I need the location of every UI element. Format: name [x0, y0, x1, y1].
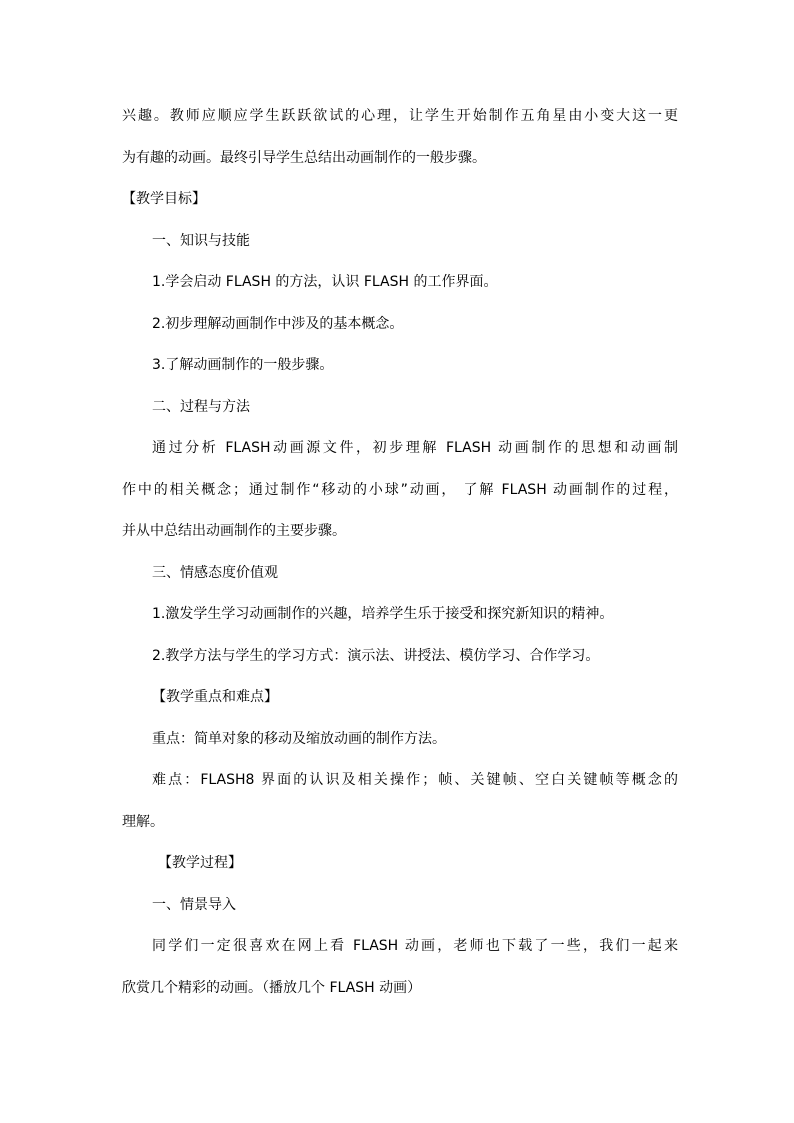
list-item: 3.了解动画制作的一般步骤。 [152, 357, 334, 373]
paragraph-line: 作中的相关概念；通过制作“移动的小球”动画， 了解 FLASH 动画制作的过程， [122, 482, 678, 498]
paragraph-line: 欣赏几个精彩的动画。（播放几个 FLASH 动画） [122, 980, 422, 996]
paragraph-line: 兴趣。教师应顺应学生跃跃欲试的心理，让学生开始制作五角星由小变大这一更 [122, 108, 678, 124]
section-heading: 【教学重点和难点】 [152, 689, 278, 705]
paragraph-line: 难点：FLASH8 界面的认识及相关操作；帧、关键帧、空白关键帧等概念的 [152, 772, 678, 788]
section-heading: 【教学过程】 [158, 855, 242, 871]
paragraph-line: 并从中总结出动画制作的主要步骤。 [122, 523, 346, 539]
paragraph-line: 重点：简单对象的移动及缩放动画的制作方法。 [152, 731, 446, 747]
paragraph-line: 同学们一定很喜欢在网上看 FLASH 动画，老师也下载了一些，我们一起来 [152, 938, 678, 954]
subsection-heading: 三、情感态度价值观 [152, 565, 278, 581]
paragraph-line: 通过分析 FLASH动画源文件，初步理解 FLASH 动画制作的思想和动画制 [152, 440, 678, 456]
list-item: 1.学会启动 FLASH 的方法，认识 FLASH 的工作界面。 [152, 274, 498, 290]
list-item: 1.激发学生学习动画制作的兴趣，培养学生乐于接受和探究新知识的精神。 [152, 606, 614, 622]
list-item: 2.教学方法与学生的学习方式：演示法、讲授法、模仿学习、合作学习。 [152, 648, 600, 664]
section-heading: 【教学目标】 [122, 191, 206, 207]
subsection-heading: 一、知识与技能 [152, 233, 250, 249]
paragraph-line: 理解。 [122, 814, 164, 830]
list-item: 2.初步理解动画制作中涉及的基本概念。 [152, 316, 404, 332]
subsection-heading: 一、情景导入 [152, 897, 236, 913]
subsection-heading: 二、过程与方法 [152, 399, 250, 415]
paragraph-line: 为有趣的动画。最终引导学生总结出动画制作的一般步骤。 [122, 150, 486, 166]
